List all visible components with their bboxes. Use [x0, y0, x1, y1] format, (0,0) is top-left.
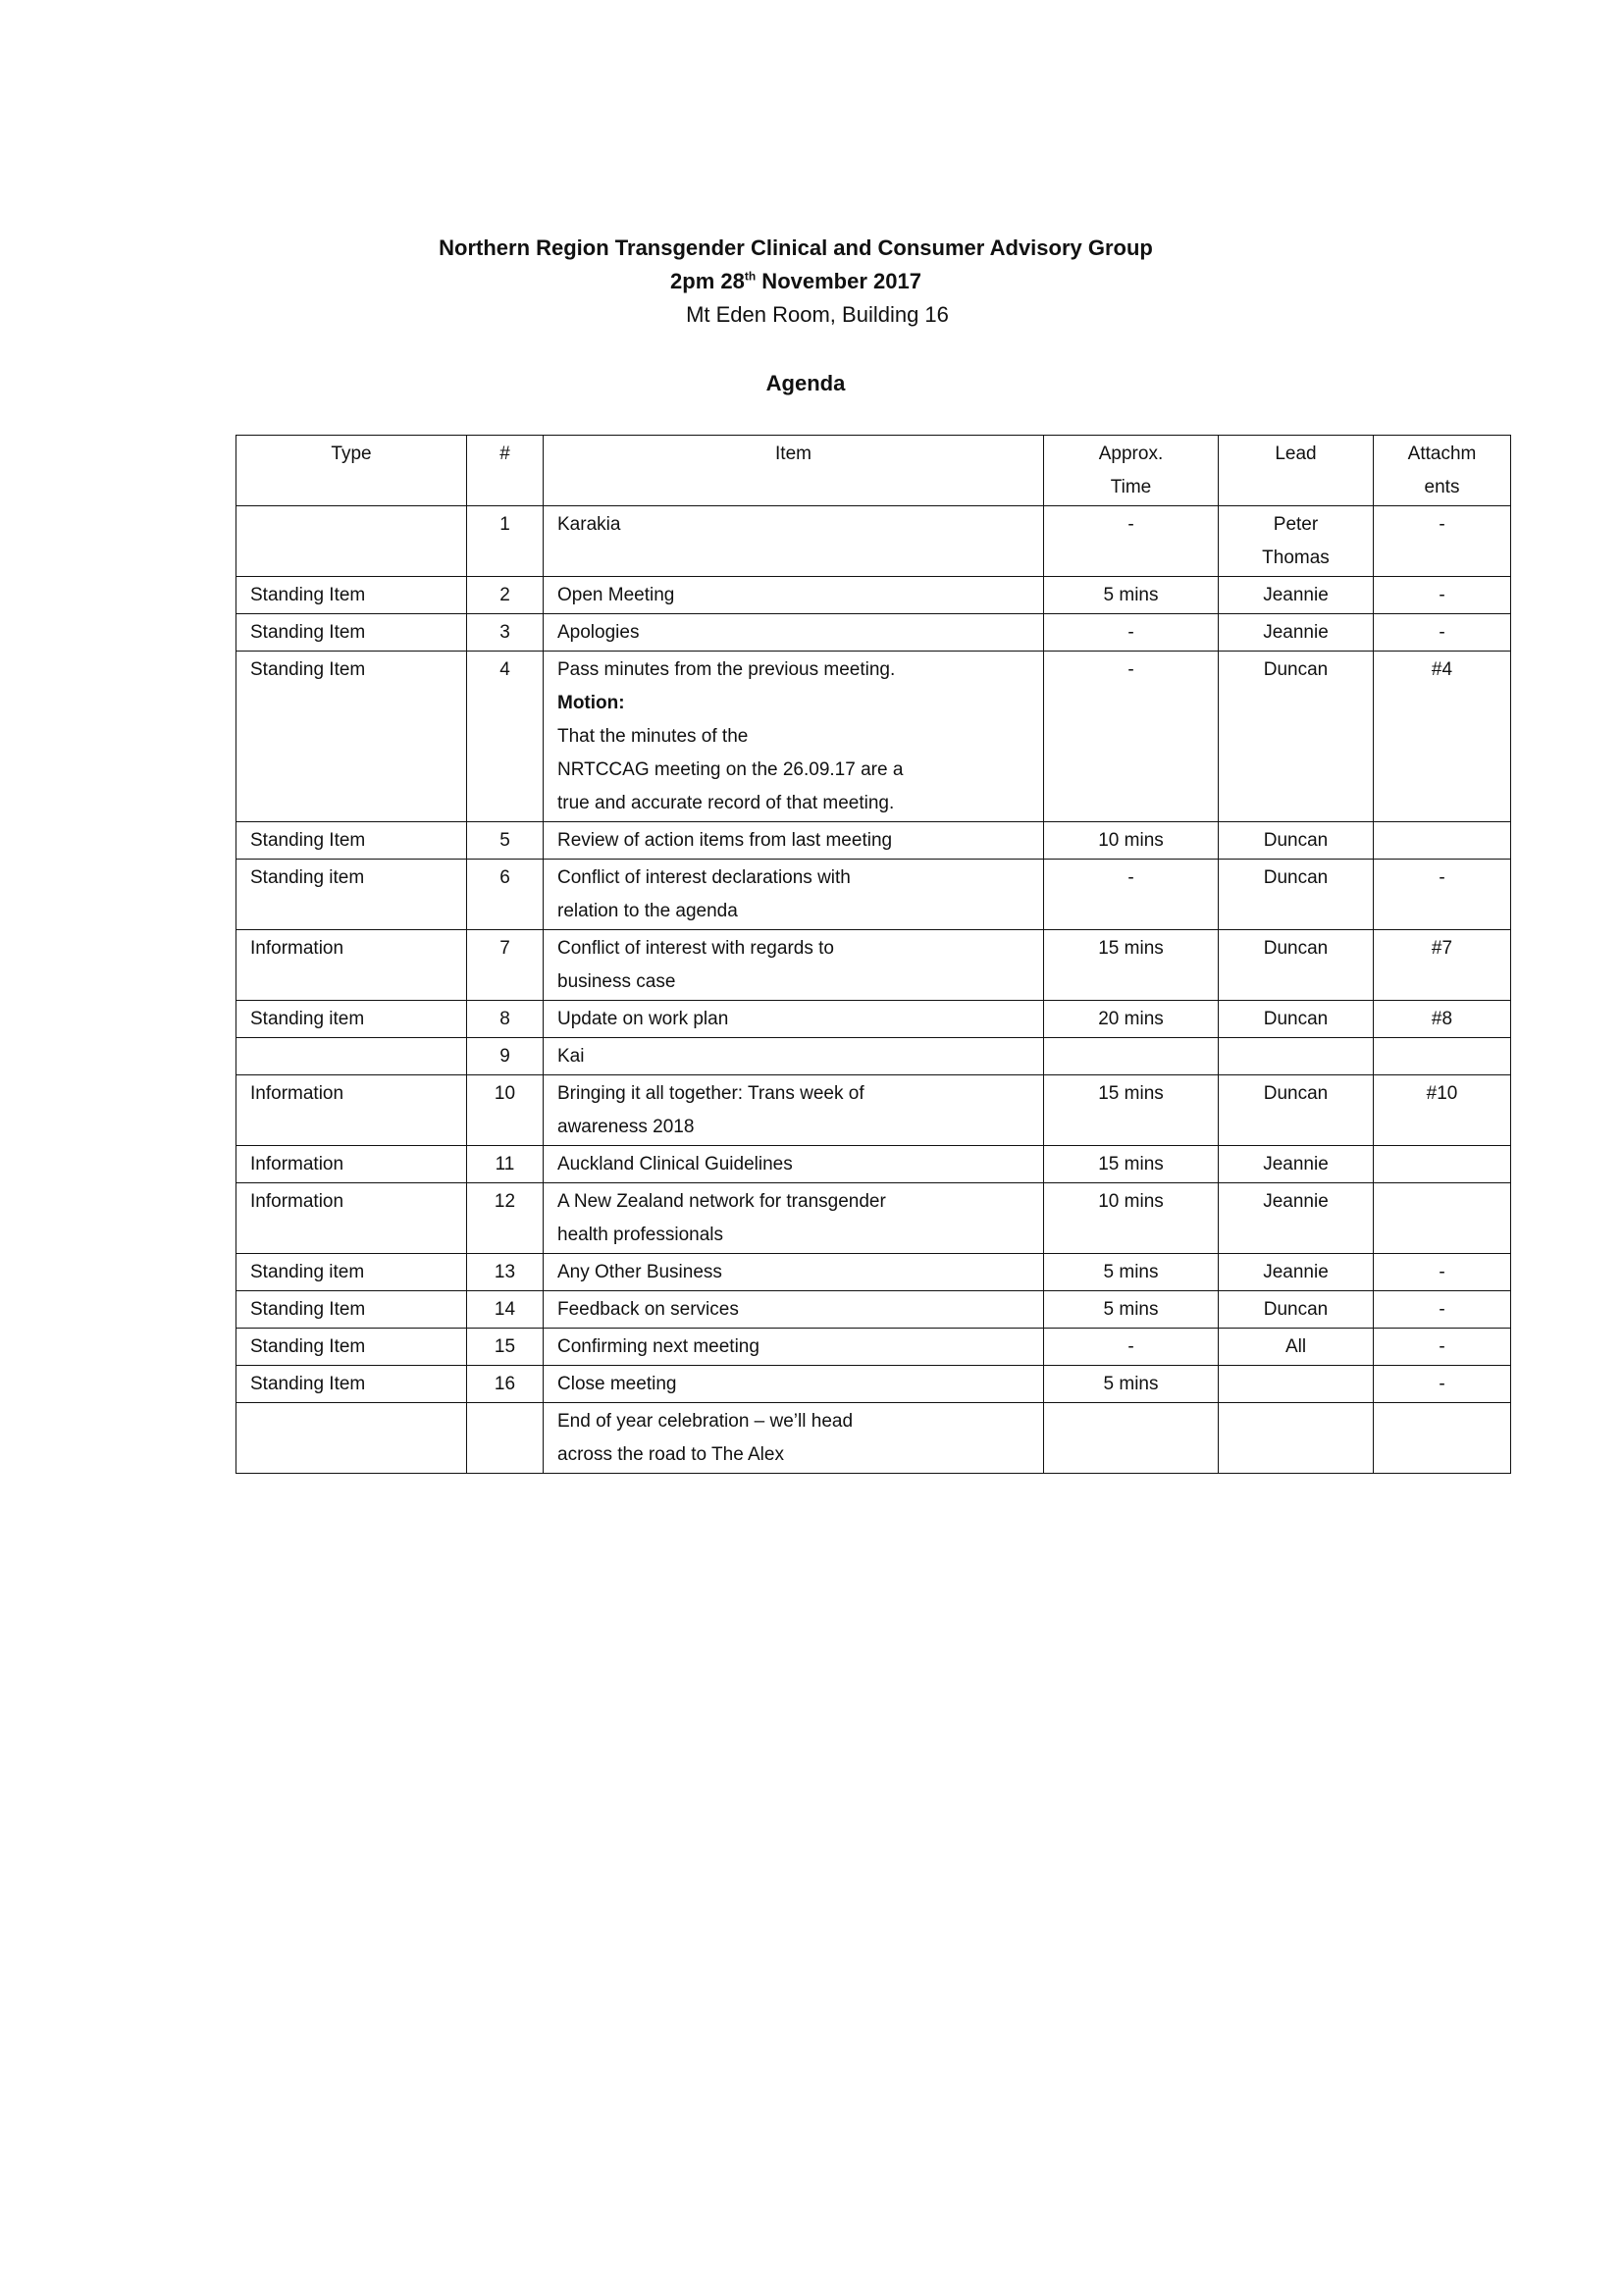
- table-row: [236, 1146, 1511, 1183]
- attachments-cell: [1374, 1183, 1511, 1254]
- number-text: 2: [499, 585, 510, 605]
- type-text: Information: [250, 1154, 344, 1174]
- column-header-text: Approx.: [1098, 444, 1164, 464]
- number-cell: [467, 930, 544, 1001]
- lead-text: Jeannie: [1263, 1262, 1329, 1282]
- number-text: 3: [499, 622, 510, 643]
- item-text: Any Other Business: [557, 1262, 722, 1282]
- agenda-table: [236, 435, 1511, 1474]
- item-cell: [544, 1366, 1044, 1403]
- lead-cell: [1219, 1329, 1374, 1366]
- table-row: [236, 1291, 1511, 1329]
- motion-line: [557, 687, 1037, 754]
- number-text: 15: [494, 1336, 516, 1357]
- column-header-approx-time: [1044, 436, 1219, 506]
- number-cell: [467, 577, 544, 614]
- attachments-text: -: [1439, 1299, 1445, 1320]
- time-text: 5 mins: [1103, 1262, 1159, 1282]
- type-cell: [236, 1366, 467, 1403]
- time-cell: [1044, 1183, 1219, 1254]
- item-cell: [544, 1403, 1044, 1474]
- lead-cell: [1219, 1038, 1374, 1075]
- item-cell: [544, 1001, 1044, 1038]
- lead-text: Duncan: [1263, 659, 1329, 680]
- item-cell: [544, 1291, 1044, 1329]
- column-header-attachments: [1374, 436, 1511, 506]
- attachments-text: -: [1439, 1374, 1445, 1394]
- lead-text: Duncan: [1263, 830, 1329, 851]
- lead-cell: [1219, 822, 1374, 860]
- attachments-cell: [1374, 822, 1511, 860]
- number-cell: [467, 1366, 544, 1403]
- time-cell: [1044, 1366, 1219, 1403]
- type-text: Standing Item: [250, 830, 366, 851]
- item-text: awareness 2018: [557, 1117, 695, 1137]
- item-cell: [544, 652, 1044, 822]
- time-cell: [1044, 1329, 1219, 1366]
- number-text: 9: [499, 1046, 510, 1067]
- number-cell: [467, 1146, 544, 1183]
- table-row: [236, 1329, 1511, 1366]
- table-row: [236, 1075, 1511, 1146]
- table-row: [236, 860, 1511, 930]
- table-row: [236, 652, 1511, 822]
- column-header-text: Type: [331, 444, 372, 464]
- time-cell: [1044, 506, 1219, 577]
- item-text: across the road to The Alex: [557, 1444, 784, 1465]
- number-text: 1: [499, 514, 510, 535]
- type-text: Information: [250, 1083, 344, 1104]
- attachments-cell: [1374, 614, 1511, 652]
- number-text: 16: [494, 1374, 516, 1394]
- type-text: Standing Item: [250, 1374, 366, 1394]
- number-cell: [467, 1291, 544, 1329]
- time-text: 15 mins: [1098, 1154, 1164, 1174]
- attachments-cell: [1374, 1146, 1511, 1183]
- type-cell: [236, 1038, 467, 1075]
- type-text: Standing Item: [250, 659, 366, 680]
- number-cell: [467, 1403, 544, 1474]
- lead-cell: [1219, 1075, 1374, 1146]
- type-cell: [236, 1075, 467, 1146]
- lead-cell: [1219, 1183, 1374, 1254]
- column-header-item: [544, 436, 1044, 506]
- attachments-cell: [1374, 860, 1511, 930]
- time-cell: [1044, 1075, 1219, 1146]
- item-cell: [544, 1146, 1044, 1183]
- item-cell: [544, 614, 1044, 652]
- number-text: 11: [495, 1154, 515, 1174]
- time-text: 10 mins: [1098, 830, 1164, 851]
- item-cell: [544, 1038, 1044, 1075]
- table-row: [236, 1254, 1511, 1291]
- date-text: 2pm 28: [670, 269, 745, 293]
- number-text: 7: [499, 938, 510, 959]
- time-text: 5 mins: [1103, 1374, 1159, 1394]
- lead-cell: [1219, 614, 1374, 652]
- attachments-cell: [1374, 506, 1511, 577]
- time-text: -: [1127, 867, 1134, 888]
- number-cell: [467, 1183, 544, 1254]
- item-text: A New Zealand network for transgender: [557, 1191, 886, 1212]
- attachments-cell: [1374, 930, 1511, 1001]
- agenda-heading: Agenda: [765, 371, 846, 395]
- time-cell: [1044, 860, 1219, 930]
- lead-cell: [1219, 1291, 1374, 1329]
- time-cell: [1044, 652, 1219, 822]
- attachments-cell: [1374, 1075, 1511, 1146]
- attachments-text: -: [1439, 622, 1445, 643]
- motion-label: Motion:: [557, 693, 625, 713]
- time-text: -: [1127, 1336, 1134, 1357]
- item-text: Feedback on services: [557, 1299, 739, 1320]
- item-text: Bringing it all together: Trans week of: [557, 1083, 864, 1104]
- attachments-text: -: [1439, 514, 1445, 535]
- lead-cell: [1219, 1001, 1374, 1038]
- type-cell: [236, 506, 467, 577]
- item-cell: [544, 822, 1044, 860]
- number-cell: [467, 860, 544, 930]
- table-row: [236, 1038, 1511, 1075]
- lead-cell: [1219, 930, 1374, 1001]
- column-header-type: [236, 436, 467, 506]
- item-text: health professionals: [557, 1225, 723, 1245]
- item-text: Karakia: [557, 514, 621, 535]
- lead-text: Duncan: [1263, 867, 1329, 888]
- type-cell: [236, 652, 467, 822]
- item-cell: [544, 1329, 1044, 1366]
- attachments-text: #7: [1431, 938, 1453, 959]
- table-row: [236, 1001, 1511, 1038]
- attachments-text: #8: [1431, 1009, 1453, 1029]
- attachments-text: #10: [1426, 1083, 1458, 1104]
- time-text: -: [1127, 659, 1134, 680]
- type-cell: [236, 577, 467, 614]
- date-superscript: th: [744, 269, 757, 284]
- type-cell: [236, 1183, 467, 1254]
- time-text: -: [1127, 622, 1134, 643]
- table-header-row: [236, 436, 1511, 506]
- motion-text: true and accurate record of that meeting.: [557, 793, 895, 813]
- type-cell: [236, 1329, 467, 1366]
- type-text: Standing item: [250, 1262, 365, 1282]
- table-row: [236, 930, 1511, 1001]
- number-text: 5: [499, 830, 510, 851]
- table-row: [236, 822, 1511, 860]
- attachments-cell: [1374, 1291, 1511, 1329]
- table-row: [236, 1366, 1511, 1403]
- time-cell: [1044, 614, 1219, 652]
- attachments-cell: [1374, 577, 1511, 614]
- date-text-suffix: November 2017: [756, 269, 921, 293]
- column-header-text: Item: [775, 444, 812, 464]
- item-cell: [544, 1075, 1044, 1146]
- attachments-text: -: [1439, 585, 1445, 605]
- lead-cell: [1219, 1254, 1374, 1291]
- item-text: Auckland Clinical Guidelines: [557, 1154, 793, 1174]
- type-cell: [236, 1291, 467, 1329]
- time-text: 15 mins: [1098, 1083, 1164, 1104]
- type-cell: [236, 614, 467, 652]
- attachments-text: -: [1439, 1262, 1445, 1282]
- table-row: [236, 577, 1511, 614]
- item-text: Kai: [557, 1046, 585, 1067]
- lead-cell: [1219, 1146, 1374, 1183]
- type-cell: [236, 930, 467, 1001]
- lead-cell: [1219, 860, 1374, 930]
- item-cell: [544, 506, 1044, 577]
- table-row: [236, 614, 1511, 652]
- lead-text: Duncan: [1263, 938, 1329, 959]
- item-text: Open Meeting: [557, 585, 675, 605]
- item-text: business case: [557, 971, 676, 992]
- lead-text: Duncan: [1263, 1009, 1329, 1029]
- type-cell: [236, 1001, 467, 1038]
- type-cell: [236, 1403, 467, 1474]
- item-text: Review of action items from last meeting: [557, 830, 893, 851]
- table-row: [236, 1403, 1511, 1474]
- number-text: 14: [494, 1299, 516, 1320]
- type-text: Standing Item: [250, 622, 366, 643]
- column-header-number: [467, 436, 544, 506]
- attachments-cell: [1374, 1329, 1511, 1366]
- time-cell: [1044, 1001, 1219, 1038]
- lead-cell: [1219, 506, 1374, 577]
- number-text: 8: [499, 1009, 510, 1029]
- lead-text: Peter: [1273, 514, 1319, 535]
- type-text: Information: [250, 1191, 344, 1212]
- document-title: Northern Region Transgender Clinical and Consumer Advisory Group: [439, 235, 1153, 260]
- number-cell: [467, 1329, 544, 1366]
- type-cell: [236, 1254, 467, 1291]
- attachments-cell: [1374, 1254, 1511, 1291]
- column-header-text: #: [499, 444, 510, 464]
- time-cell: [1044, 930, 1219, 1001]
- item-cell: [544, 930, 1044, 1001]
- lead-text: Jeannie: [1263, 1154, 1329, 1174]
- item-text: Close meeting: [557, 1374, 677, 1394]
- number-text: 4: [499, 659, 510, 680]
- lead-text: Thomas: [1262, 548, 1330, 568]
- lead-text: Jeannie: [1263, 1191, 1329, 1212]
- number-cell: [467, 1038, 544, 1075]
- table-row: [236, 1183, 1511, 1254]
- attachments-text: #4: [1431, 659, 1453, 680]
- number-text: 12: [494, 1191, 516, 1212]
- time-text: 10 mins: [1098, 1191, 1164, 1212]
- attachments-cell: [1374, 1403, 1511, 1474]
- type-text: Standing Item: [250, 1336, 366, 1357]
- number-cell: [467, 822, 544, 860]
- time-text: 5 mins: [1103, 585, 1159, 605]
- motion-text: NRTCCAG meeting on the 26.09.17 are a: [557, 759, 904, 780]
- column-header-lead: [1219, 436, 1374, 506]
- item-text: Update on work plan: [557, 1009, 729, 1029]
- column-header-text: Time: [1110, 477, 1152, 497]
- time-cell: [1044, 1254, 1219, 1291]
- type-text: Standing Item: [250, 1299, 366, 1320]
- lead-text: Duncan: [1263, 1083, 1329, 1104]
- number-cell: [467, 1254, 544, 1291]
- number-text: 10: [494, 1083, 516, 1104]
- motion-text: That the minutes of the: [557, 726, 749, 747]
- item-cell: [544, 1183, 1044, 1254]
- item-text: End of year celebration – we’ll head: [557, 1411, 854, 1432]
- attachments-cell: [1374, 1038, 1511, 1075]
- time-cell: [1044, 1146, 1219, 1183]
- item-cell: [544, 577, 1044, 614]
- time-cell: [1044, 1038, 1219, 1075]
- table-row: [236, 506, 1511, 577]
- time-text: 15 mins: [1098, 938, 1164, 959]
- type-text: Standing Item: [250, 585, 366, 605]
- type-text: Information: [250, 938, 344, 959]
- time-cell: [1044, 577, 1219, 614]
- lead-cell: [1219, 652, 1374, 822]
- attachments-cell: [1374, 1366, 1511, 1403]
- attachments-text: -: [1439, 867, 1445, 888]
- item-text: Confirming next meeting: [557, 1336, 759, 1357]
- lead-text: All: [1284, 1336, 1307, 1357]
- item-text: Pass minutes from the previous meeting.: [557, 659, 896, 680]
- number-cell: [467, 506, 544, 577]
- number-cell: [467, 652, 544, 822]
- lead-cell: [1219, 1366, 1374, 1403]
- item-text: Conflict of interest with regards to: [557, 938, 834, 959]
- type-cell: [236, 860, 467, 930]
- attachments-cell: [1374, 652, 1511, 822]
- lead-cell: [1219, 577, 1374, 614]
- time-text: 20 mins: [1098, 1009, 1164, 1029]
- type-cell: [236, 1146, 467, 1183]
- number-text: 6: [499, 867, 510, 888]
- meeting-location: Mt Eden Room, Building 16: [686, 302, 949, 327]
- type-text: Standing item: [250, 1009, 365, 1029]
- attachments-text: -: [1439, 1336, 1445, 1357]
- item-cell: [544, 1254, 1044, 1291]
- time-cell: [1044, 1403, 1219, 1474]
- time-text: 5 mins: [1103, 1299, 1159, 1320]
- column-header-text: Attachm: [1407, 444, 1477, 464]
- number-text: 13: [494, 1262, 516, 1282]
- item-text: relation to the agenda: [557, 901, 738, 921]
- meeting-date: [0, 269, 1607, 294]
- type-text: Standing item: [250, 867, 365, 888]
- lead-text: Jeannie: [1263, 585, 1329, 605]
- lead-cell: [1219, 1403, 1374, 1474]
- time-cell: [1044, 822, 1219, 860]
- number-cell: [467, 1001, 544, 1038]
- column-header-text: Lead: [1275, 444, 1317, 464]
- type-cell: [236, 822, 467, 860]
- number-cell: [467, 614, 544, 652]
- attachments-cell: [1374, 1001, 1511, 1038]
- column-header-text: ents: [1424, 477, 1460, 497]
- time-cell: [1044, 1291, 1219, 1329]
- time-text: -: [1127, 514, 1134, 535]
- lead-text: Jeannie: [1263, 622, 1329, 643]
- item-text: Conflict of interest declarations with: [557, 867, 851, 888]
- lead-text: Duncan: [1263, 1299, 1329, 1320]
- item-cell: [544, 860, 1044, 930]
- number-cell: [467, 1075, 544, 1146]
- item-text: Apologies: [557, 622, 640, 643]
